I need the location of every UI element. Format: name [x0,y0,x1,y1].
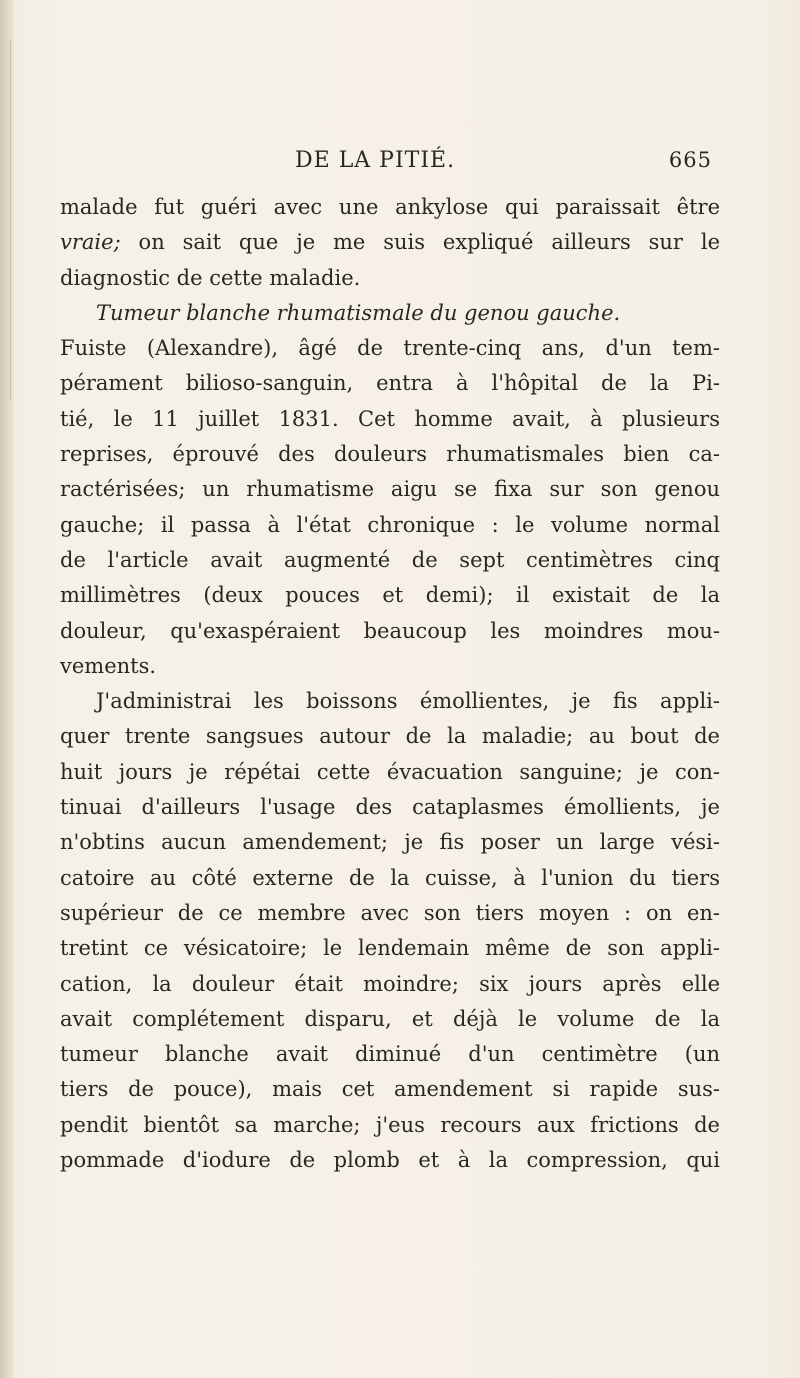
text-line: pérament bilioso-sanguin, entra à l'hôpital de la Pi- [60,371,720,396]
text-line: ractérisées; un rhumatisme aigu se fixa sur son genou [60,477,720,502]
text-line: tié, le 11 juillet 1831. Cet homme avait, à plusieurs [60,406,720,431]
text-line: J'administrai les boissons émollientes, je fis appli- [96,689,720,714]
text-line: diagnostic de cette maladie. [60,265,361,290]
italic-word: vraie; [60,230,121,255]
text-line: millimètres (deux pouces et demi); il existait de la [60,583,720,608]
page-number: 665 [668,148,712,172]
text-line: tinuai d'ailleurs l'usage des cataplasmes émollients, je [60,795,720,820]
text-line: douleur, qu'exaspéraient beaucoup les moindres mou- [60,618,720,643]
text-line: tretint ce vésicatoire; le lendemain même de son appli- [60,936,720,961]
page-binding-edge [0,0,14,1378]
text-line: pendit bientôt sa marche; j'eus recours aux frictions de [60,1112,720,1137]
text-line [60,225,720,260]
text-line: malade fut guéri avec une ankylose qui paraissait être [60,195,720,219]
running-header [60,148,720,178]
section-heading: Tumeur blanche rhumatismale du genou gauche. [96,300,621,325]
text-line: avait complétement disparu, et déjà le volume de la [60,1006,720,1031]
text-line: huit jours je répétai cette évacuation sanguine; je con- [60,759,720,784]
text-line: supérieur de ce membre avec son tiers moyen : on en- [60,900,720,925]
text-line: tiers de pouce), mais cet amendement si rapide sus- [60,1077,720,1102]
page-binding-line [10,40,11,400]
text-line: Fuiste (Alexandre), âgé de trente-cinq ans, d'un tem- [60,336,720,361]
text-line: reprises, éprouvé des douleurs rhumatismales bien ca- [60,442,720,467]
body-text [60,190,720,1178]
text-line-rest: on sait que je me suis expliqué ailleurs sur le [138,230,720,255]
text-line: vements. [60,653,157,678]
text-line: de l'article avait augmenté de sept centimètres cinq [60,547,720,572]
text-line: quer trente sangsues autour de la maladie; au bout de [60,724,720,749]
text-line: n'obtins aucun amendement; je fis poser un large vési- [60,830,720,855]
text-line: catoire au côté externe de la cuisse, à l'union du tiers [60,865,720,890]
text-line: cation, la douleur était moindre; six jours après elle [60,971,720,996]
running-title: DE LA PITIÉ. [295,148,456,173]
text-line: tumeur blanche avait diminué d'un centimètre (un [60,1042,720,1067]
text-line: gauche; il passa à l'état chronique : le volume normal [60,512,720,537]
text-line: pommade d'iodure de plomb et à la compression, qui [60,1148,720,1173]
